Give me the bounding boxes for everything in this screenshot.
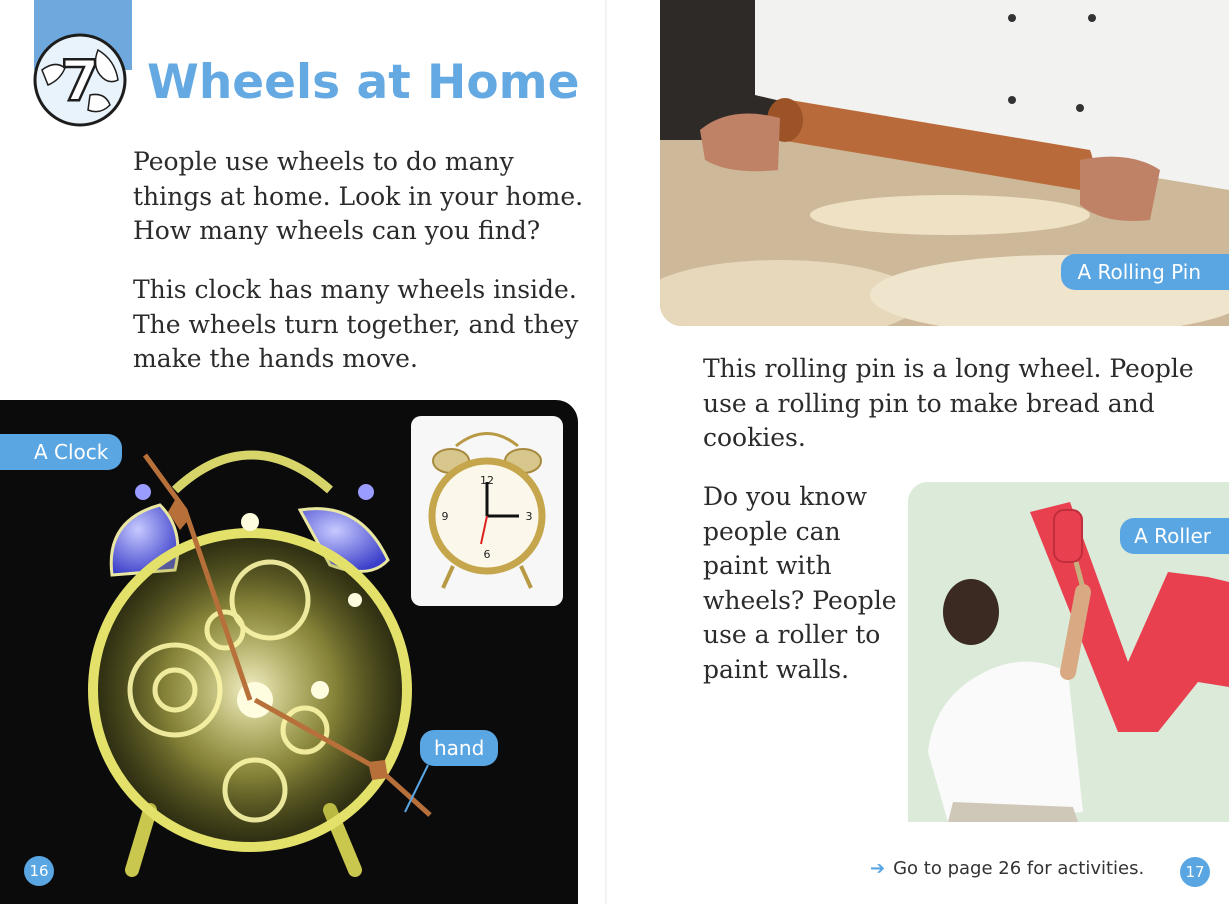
arrow-right-icon: ➔ [870,858,886,879]
alarm-clock-icon [411,416,563,606]
paint-roller-photo [908,482,1229,822]
activities-note-text: Go to page 26 for activities. [893,858,1145,879]
svg-text:6: 6 [483,548,491,561]
page-number-right: 17 [1180,857,1210,887]
right-page [608,0,1229,904]
svg-text:12: 12 [480,474,494,487]
roller-paragraph: Do you know people can paint with wheels? People use a roller to paint walls. [703,482,897,684]
page-number-left: 16 [24,856,54,886]
chapter-number: 7 [60,49,100,114]
clock-label: A Clock [0,434,122,470]
svg-text:9: 9 [441,510,449,523]
activities-note[interactable] [870,858,1144,879]
rolling-pin-label: A Rolling Pin [1061,254,1229,290]
alarm-clock-photo [411,416,563,606]
clock-paragraph: This clock has many wheels inside. The wheels turn together, and they make the hands move. [133,275,579,373]
roller-label: A Roller [1120,518,1229,554]
left-page [0,0,606,904]
clock-illustration-panel [0,400,578,904]
rolling-pin-photo [660,0,1229,326]
chapter-title: Wheels at Home [147,55,580,110]
hand-label: hand [420,730,498,766]
intro-paragraph: People use wheels to do many things at home. Look in your home. How many wheels can you find? [133,147,584,245]
rolling-pin-paragraph: This rolling pin is a long wheel. People use a rolling pin to make bread and cookies. [703,354,1194,452]
globe-number-badge-icon [30,30,130,130]
svg-text:3: 3 [525,510,533,523]
